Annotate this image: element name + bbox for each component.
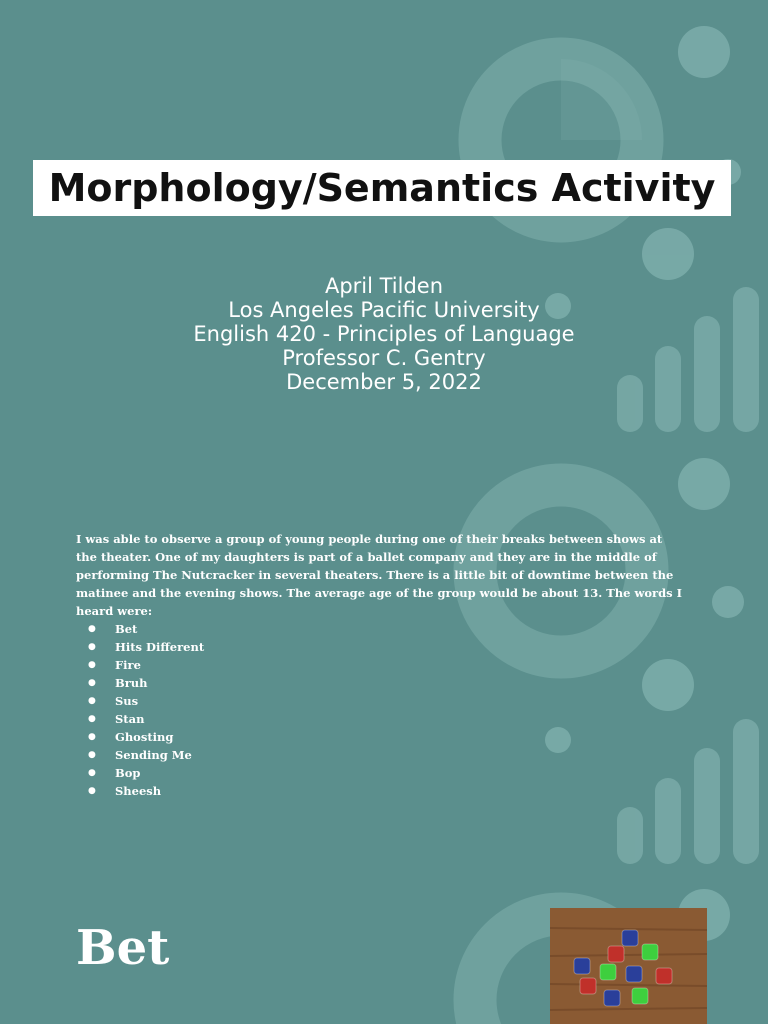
professor: Professor C. Gentry — [282, 346, 486, 370]
word-list — [76, 620, 686, 800]
course: English 420 - Principles of Language — [193, 322, 575, 346]
bullet-icon: ● — [88, 732, 96, 742]
observation-section — [76, 530, 686, 800]
author-block — [0, 274, 768, 394]
author-name: April Tilden — [324, 274, 444, 298]
bullet-icon: ● — [88, 642, 96, 652]
list-item: ● Hits Different — [88, 640, 205, 654]
bullet-icon: ● — [88, 750, 96, 760]
bullet-icon: ● — [88, 768, 96, 778]
list-item: ● Fire — [88, 658, 141, 672]
list-item: ● Sending Me — [88, 748, 192, 762]
title-banner — [33, 160, 731, 216]
university: Los Angeles Pacific University — [228, 298, 540, 322]
bullet-icon: ● — [88, 696, 96, 706]
list-item: ● Stan — [88, 712, 145, 726]
list-item: ● Ghosting — [88, 730, 174, 744]
bullet-icon: ● — [88, 678, 96, 688]
list-item: ● Bet — [88, 622, 138, 636]
date: December 5, 2022 — [286, 370, 482, 394]
bullet-icon: ● — [88, 624, 96, 634]
intro-paragraph: I was able to observe a group of young people during one of their breaks between shows at the theater. One of my daughters is part of a ballet company and they are in the middle of performing The Nutcracker in several theaters. There is a little bit of downtime between the matinee and the evening shows. The average age of the group would be about 13. The words I heard were: — [76, 532, 682, 618]
bullet-icon: ● — [88, 786, 96, 796]
list-item: ● Bop — [88, 766, 141, 780]
list-item: ● Sus — [88, 694, 139, 708]
list-item: ● Sheesh — [88, 784, 162, 798]
list-item: ● Bruh — [88, 676, 148, 690]
next-slide-heading: Bet — [76, 920, 170, 976]
bullet-icon: ● — [88, 660, 96, 670]
page-title: Morphology/Semantics Activity — [48, 166, 716, 210]
dice-photo — [550, 908, 707, 1024]
bullet-icon: ● — [88, 714, 96, 724]
